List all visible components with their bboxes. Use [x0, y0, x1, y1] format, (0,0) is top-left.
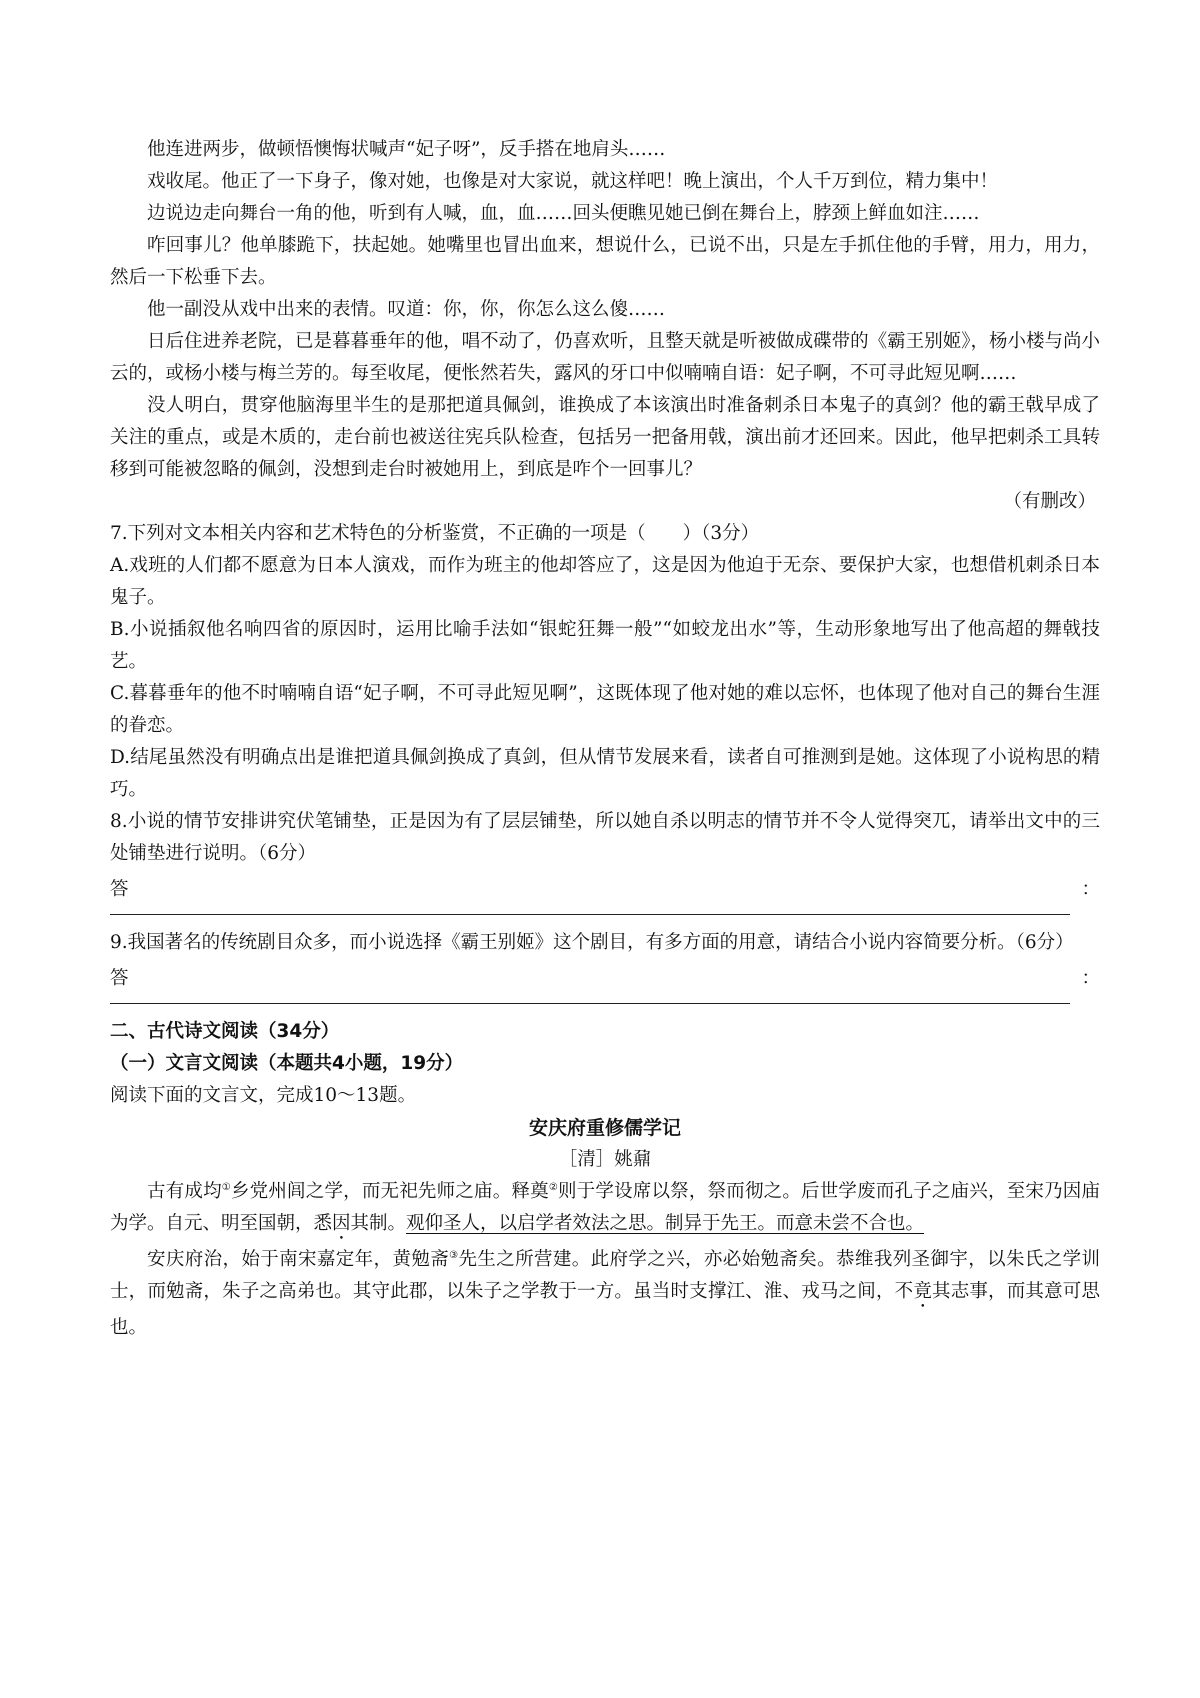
footnote-marker: ③	[449, 1249, 459, 1261]
story-paragraph: 没人明白，贯穿他脑海里半生的是那把道具佩剑，谁换成了本该演出时准备刺杀日本鬼子的真剑？他的霸王戟早成了关注的重点，或是木质的，走台前也被送往宪兵队检查，包括另一把备用戟，演出前才还回来。因此，他早把刺杀工具转移到可能被忽略的佩剑，没想到走台时被她用上，到底是咋个一回事儿？	[110, 395, 1100, 480]
text-run: 则于学设席以祭，祭而彻之。后世学废而孔子之庙兴，至宋乃因庙为学。自元、明至国朝，悉	[110, 1181, 1100, 1234]
essay-author: ［清］姚鼐	[558, 1149, 652, 1170]
question-8-answer-line[interactable]	[110, 906, 1070, 915]
essay-paragraph	[110, 1244, 1100, 1344]
question-9-stem: 9.我国著名的传统剧目众多，而小说选择《霸王别姬》这个剧目，有多方面的用意，请结合小说内容简要分析。（6分）	[110, 932, 1074, 953]
text-run: 乡党州闾之学，而无祀先师之庙。释奠	[230, 1181, 549, 1202]
essay-title: 安庆府重修儒学记	[528, 1117, 681, 1139]
question-8	[110, 806, 1100, 915]
question-9-answer-line[interactable]	[110, 995, 1070, 1004]
question-7-stem: 7.下列对文本相关内容和艺术特色的分析鉴赏，不正确的一项是（ ）（3分）	[110, 523, 760, 544]
question-7-option-a: A.戏班的人们都不愿意为日本人演戏，而作为班主的他却答应了，这是因为他迫于无奈、要保护大家，也想借机刺杀日本鬼子。	[110, 555, 1100, 608]
essay-paragraph	[110, 1176, 1100, 1244]
footnote-marker: ①	[221, 1181, 231, 1193]
section-instruction: 阅读下面的文言文，完成10～13题。	[110, 1085, 417, 1106]
answer-label: 答	[110, 879, 129, 900]
story-paragraph: 戏收尾。他正了一下身子，像对她，也像是对大家说，就这样吧！晚上演出，个人千万到位，精力集中！	[147, 171, 999, 192]
question-7-option-c: C.暮暮垂年的他不时喃喃自语“妃子啊，不可寻此短见啊”，这既体现了他对她的难以忘怀，也体现了他对自己的舞台生涯的眷恋。	[110, 683, 1100, 736]
question-8-stem: 8.小说的情节安排讲究伏笔铺垫，正是因为有了层层铺垫，所以她自杀以明志的情节并不令人觉得突兀，请举出文中的三处铺垫进行说明。（6分）	[110, 811, 1100, 864]
section-2	[110, 1016, 1100, 1112]
story-paragraph: 他连进两步，做顿悟懊悔状喊声“妃子呀”，反手搭在地肩头……	[147, 139, 666, 160]
question-7-option-b: B.小说插叙他名响四省的原因时，运用比喻手法如“银蛇狂舞一般”“如蛟龙出水”等，生动形象地写出了他高超的舞戟技艺。	[110, 619, 1100, 672]
text-run: 其制。	[350, 1213, 407, 1234]
abridged-note: （有删改）	[1003, 491, 1096, 512]
question-9-answer-row	[110, 963, 1100, 995]
question-7	[110, 518, 1100, 806]
story-paragraph: 边说边走向舞台一角的他，听到有人喊，血，血……回头便瞧见她已倒在舞台上，脖颈上鲜血如注……	[147, 203, 980, 224]
story-paragraph: 咋回事儿？他单膝跪下，扶起她。她嘴里也冒出血来，想说什么，已说不出，只是左手抓住他的手臂，用力，用力，然后一下松垂下去。	[110, 235, 1100, 288]
classical-essay	[110, 1112, 1100, 1344]
question-9	[110, 927, 1100, 1004]
story-excerpt	[110, 134, 1100, 518]
question-7-option-d: D.结尾虽然没有明确点出是谁把道具佩剑换成了真剑，但从情节发展来看，读者自可推测到是她。这体现了小说构思的精巧。	[110, 747, 1100, 800]
question-8-answer-row	[110, 874, 1100, 906]
underlined-sentence: 观仰圣人，以启学者效法之思。制异于先王。而意未尝不合也。	[406, 1213, 925, 1234]
exam-page	[110, 134, 1100, 1344]
answer-colon: ：	[1081, 968, 1100, 989]
story-paragraph: 日后住进养老院，已是暮暮垂年的他，唱不动了，仍喜欢听，且整天就是听被做成碟带的《霸王别姬》，杨小楼与尚小云的，或杨小楼与梅兰芳的。每至收尾，便怅然若失，露风的牙口中似喃喃自语：妃子啊，不可寻此短见啊……	[110, 331, 1100, 384]
text-run: 先生之所营建。此府学之兴，亦必始勉斋矣。恭维我列圣御宇，以朱氏之学训士，而勉斋，朱子之高弟也。其守此郡，以朱子之学教于一方。虽当时支撑江、淮、戎马之间，不	[110, 1249, 1100, 1302]
emphasis-dot-char: 竟	[913, 1281, 933, 1302]
text-run: 安庆府治，始于南宋嘉定年，黄勉斋	[147, 1249, 450, 1270]
text-run: 其志事，而其意可思也。	[110, 1281, 1100, 1338]
text-run: 古有成均	[147, 1181, 222, 1202]
story-paragraph: 他一副没从戏中出来的表情。叹道：你，你，你怎么这么傻……	[147, 299, 666, 320]
sub-section-title: （一）文言文阅读（本题共4小题，19分）	[110, 1053, 464, 1074]
footnote-marker: ②	[548, 1181, 558, 1193]
section-title: 二、古代诗文阅读（34分）	[110, 1021, 340, 1042]
answer-colon: ：	[1081, 879, 1100, 900]
answer-label: 答	[110, 968, 129, 989]
emphasis-dot-char: 因	[332, 1213, 351, 1234]
